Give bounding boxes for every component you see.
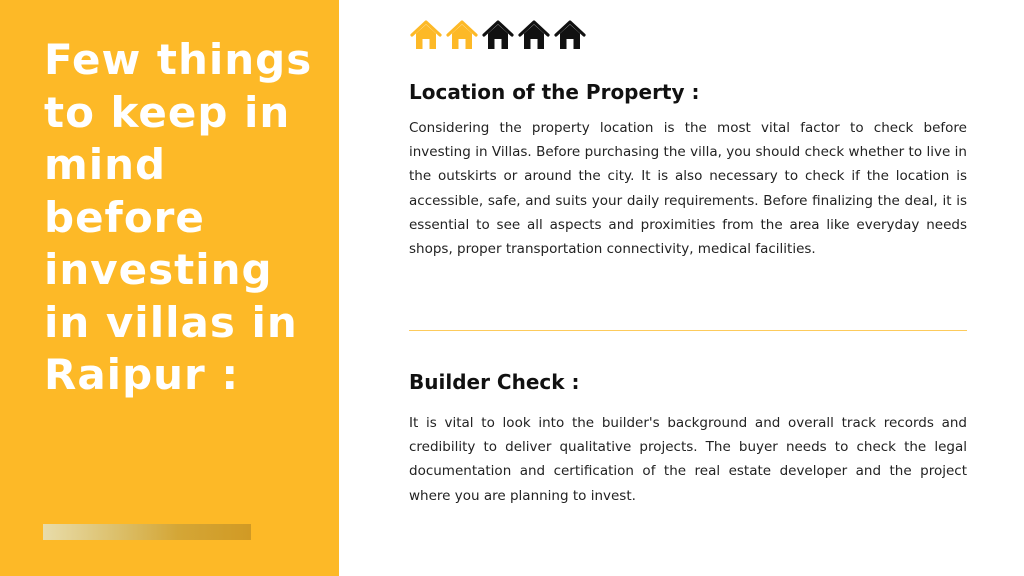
left-accent-panel xyxy=(0,0,339,576)
house-icon xyxy=(553,18,587,52)
content-panel xyxy=(409,0,967,576)
house-icon xyxy=(517,18,551,52)
slide-title: Few things to keep in mind before investing in villas in Raipur : xyxy=(44,35,313,399)
section-body-location: Considering the property location is the most vital factor to check before investing in Villas. Before purchasing the villa, you should check whether to live in the outskirts or around the city. It is also necessary to check if the location is accessible, safe, and suits your daily requirements. Before finalizing the deal, it is essential to see all aspects and proximities from the area like everyday needs shops, proper transportation connectivity, medical facilities. xyxy=(409,120,967,258)
section-divider xyxy=(409,330,967,331)
house-icon xyxy=(445,18,479,52)
section-body-builder: It is vital to look into the builder's background and overall track records and credibility to deliver qualitative projects. The buyer needs to check the legal documentation and certification of the real estate developer and the project where you are planning to invest. xyxy=(409,415,967,504)
house-rating xyxy=(409,18,587,52)
house-icon xyxy=(409,18,443,52)
section-heading-location: Location of the Property : xyxy=(409,80,700,104)
gradient-accent-bar xyxy=(43,524,251,540)
section-heading-builder: Builder Check : xyxy=(409,370,580,394)
house-icon xyxy=(481,18,515,52)
